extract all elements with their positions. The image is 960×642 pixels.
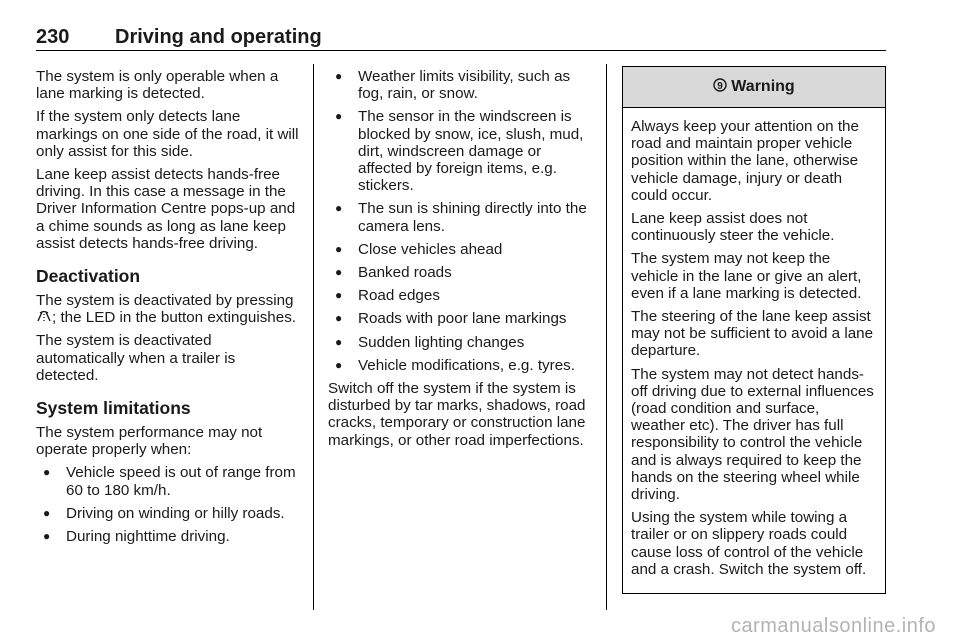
limitations-list-continued [328,68,594,374]
warning-paragraph: Lane keep assist does not continuously steer the vehicle. [631,210,835,245]
column-1 [36,68,300,551]
list-item: ● During nighttime driving. [36,528,300,545]
list-item: ● Close vehicles ahead [328,241,594,258]
list-item: ● Banked roads [328,264,594,281]
paragraph: The system is deactivated automatically when a trailer is detected. [36,332,236,384]
paragraph [36,292,300,326]
warning-paragraph: Always keep your attention on the road and maintain proper vehicle position within the lane, otherwise vehicle damage, injury or death could occur. [631,118,859,204]
warning-title: Warning [731,78,795,95]
page-header [36,26,886,51]
watermark: carmanualsonline.info [730,615,936,637]
paragraph: The system is only operable when a lane marking is detected. [36,68,279,103]
svg-text:9: 9 [717,81,724,92]
paragraph: Lane keep assist detects hands-free driving. In this case a message in the Driver Information Centre pops-up and a chime sounds as long as lane keep assist detects hands-free driving. [36,166,296,252]
list-item: ● Vehicle modifications, e.g. tyres. [328,357,594,374]
text: ; the LED in the button extinguishes. [52,309,297,327]
list-item: ● Sudden lighting changes [328,334,594,351]
list-item: ● The sensor in the windscreen is blocked by snow, ice, slush, mud, dirt, windscreen damage or affected by foreign items, e.g. stickers. [328,108,594,194]
paragraph: If the system only detects lane markings on one side of the road, it will only assist for this side. [36,108,299,160]
warning-body [623,108,885,578]
list-item: ● The sun is shining directly into the camera lens. [328,200,594,234]
warning-paragraph: The system may not detect hands-off driving due to external influences (road condition and surface, weather etc). The driver has full responsibility to control the vehicle and is always required to keep the hands on the steering wheel while driving. [631,365,874,504]
list-item: ● Driving on winding or hilly roads. [36,505,300,522]
list-item: ● Roads with poor lane markings [328,310,594,327]
paragraph: The system performance may not operate properly when: [36,424,263,459]
column-divider-1 [313,64,314,610]
list-item: ● Road edges [328,287,594,304]
text: The system is deactivated by pressing [36,292,294,310]
warning-icon [713,77,727,97]
deactivation-heading: Deactivation [36,266,141,287]
column-2 [328,68,594,455]
warning-header [623,67,885,108]
list-item: ● Weather limits visibility, such as fog, rain, or snow. [328,68,594,102]
warning-paragraph: The system may not keep the vehicle in the lane or give an alert, even if a lane marking is detected. [631,250,862,302]
list-item: ● Vehicle speed is out of range from 60 to 180 km/h. [36,464,300,498]
lane-keep-assist-icon [36,309,52,326]
page-number: 230 [36,26,70,48]
warning-paragraph: Using the system while towing a trailer or on slippery roads could cause loss of control of the vehicle and a crash. Switch the system off. [631,509,867,578]
column-divider-2 [606,64,607,610]
paragraph: Switch off the system if the system is disturbed by tar marks, shadows, road cracks, temporary or construction lane markings, or other road imperfections. [328,380,586,449]
system-limitations-heading: System limitations [36,398,191,419]
limitations-list [36,464,300,545]
section-title: Driving and operating [115,26,322,48]
warning-box [622,66,886,594]
warning-paragraph: The steering of the lane keep assist may not be sufficient to avoid a lane departure. [631,308,874,360]
